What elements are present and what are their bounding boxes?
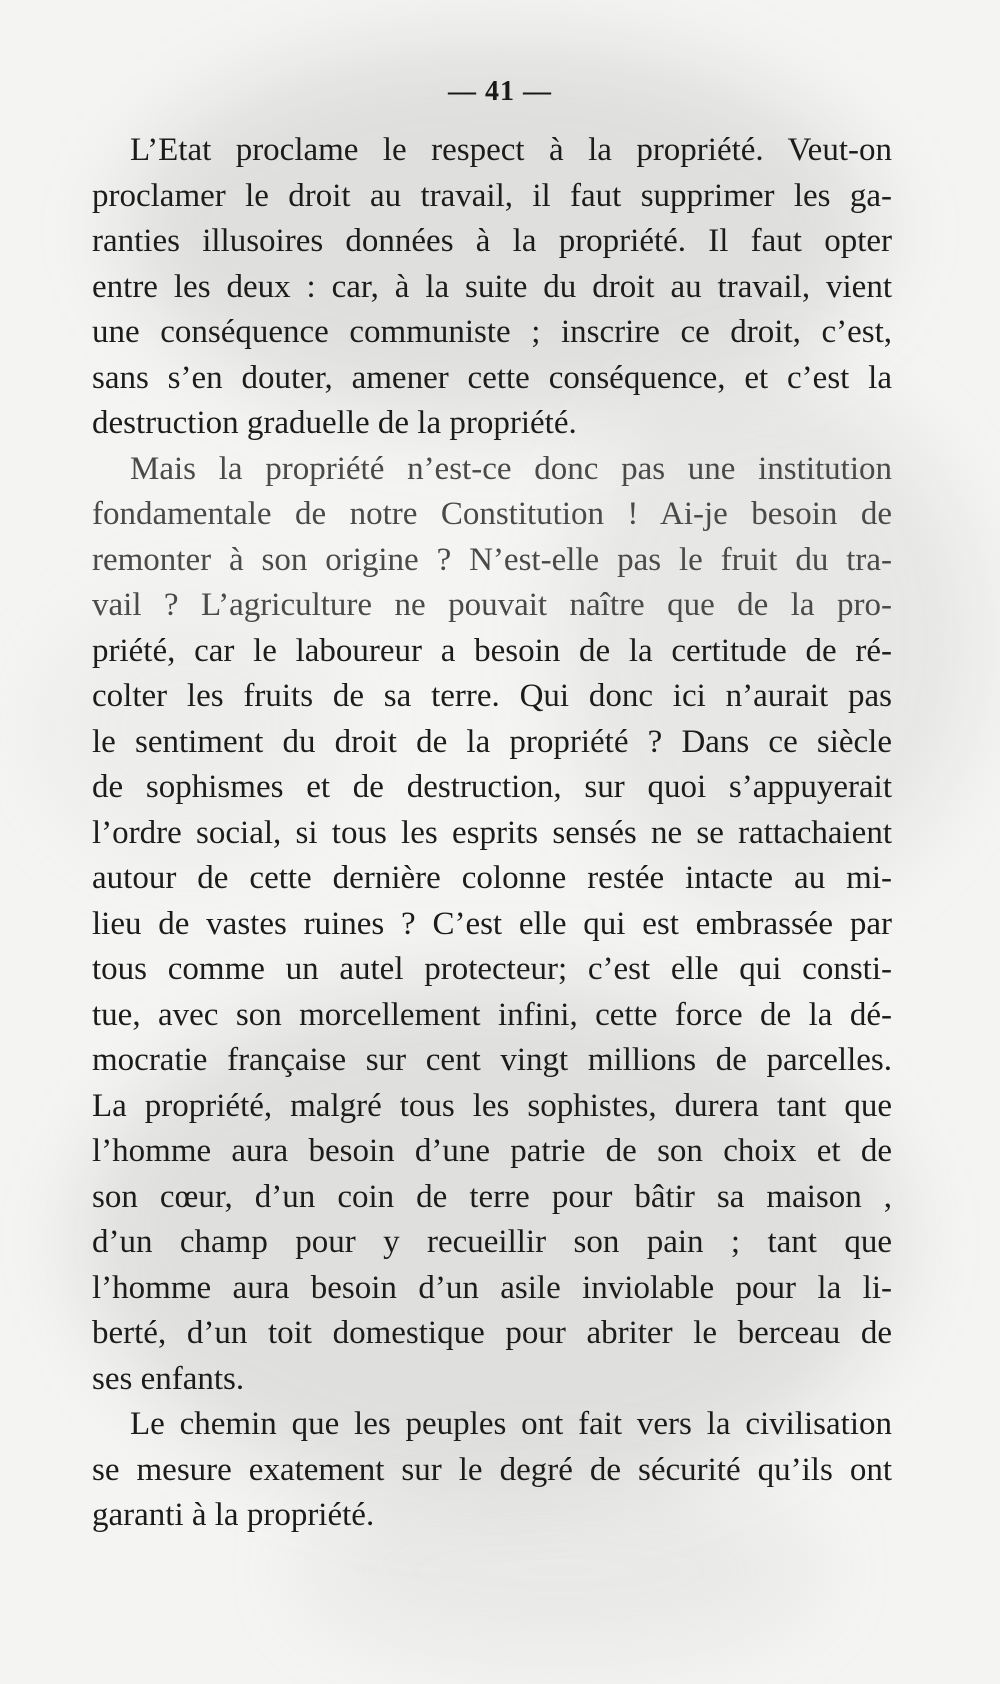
- text-line: ranties illusoires données à la propriété. Il faut opter: [92, 223, 892, 259]
- text-line: son cœur, d’un coin de terre pour bâtir sa maison ,: [92, 1178, 892, 1215]
- text-line: sans s’en douter, amener cette conséquence, et c’est la: [92, 359, 892, 396]
- text-line: remonter à son origine ? N’est-elle pas le fruit du tra-: [92, 541, 892, 578]
- paragraph: [92, 447, 892, 1403]
- text-line: L’Etat proclame le respect à la propriété. Veut-on: [130, 132, 892, 168]
- text-line: tue, avec son morcellement infini, cette force de la dé-: [92, 996, 892, 1033]
- text-line: d’un champ pour y recueillir son pain ; tant que: [92, 1224, 892, 1260]
- text-line: berté, d’un toit domestique pour abriter le berceau de: [92, 1315, 892, 1351]
- text-line: vail ? L’agriculture ne pouvait naître que de la pro-: [92, 587, 892, 623]
- text-line: se mesure exatement sur le degré de sécurité qu’ils ont: [92, 1451, 892, 1488]
- text-line: Le chemin que les peuples ont fait vers la civilisation: [130, 1406, 892, 1442]
- text-line: une conséquence communiste ; inscrire ce droit, c’est,: [92, 314, 892, 350]
- text-line: La propriété, malgré tous les sophistes, durera tant que: [92, 1087, 892, 1124]
- text-line: priété, car le laboureur a besoin de la certitude de ré-: [92, 632, 892, 669]
- text-line: proclamer le droit au travail, il faut supprimer les ga-: [92, 177, 892, 214]
- text-line: l’homme aura besoin d’une patrie de son choix et de: [92, 1133, 892, 1169]
- text-line: destruction graduelle de la propriété.: [92, 405, 577, 441]
- paragraph: [92, 1402, 892, 1539]
- text-line: tous comme un autel protecteur; c’est elle qui consti-: [92, 951, 892, 987]
- body-text: [92, 128, 892, 1539]
- text-line: Mais la propriété n’est-ce donc pas une institution: [130, 450, 892, 487]
- paragraph: [92, 128, 892, 447]
- text-line: fondamentale de notre Constitution ! Ai-je besoin de: [92, 496, 892, 532]
- text-line: de sophismes et de destruction, sur quoi s’appuyerait: [92, 769, 892, 805]
- text-line: colter les fruits de sa terre. Qui donc ici n’aurait pas: [92, 678, 892, 714]
- text-line: mocratie française sur cent vingt millions de parcelles.: [92, 1042, 892, 1078]
- text-line: l’ordre social, si tous les esprits sensés ne se rattachaient: [92, 814, 892, 851]
- text-line: l’homme aura besoin d’un asile inviolable pour la li-: [92, 1269, 892, 1306]
- text-line: le sentiment du droit de la propriété ? Dans ce siècle: [92, 723, 892, 760]
- text-line: autour de cette dernière colonne restée intacte au mi-: [92, 860, 892, 896]
- text-line: garanti à la propriété.: [92, 1497, 375, 1533]
- text-line: lieu de vastes ruines ? C’est elle qui est embrassée par: [92, 905, 892, 942]
- text-line: ses enfants.: [92, 1360, 245, 1397]
- page-number: — 41 —: [448, 76, 552, 107]
- text-line: entre les deux : car, à la suite du droit au travail, vient: [92, 268, 892, 305]
